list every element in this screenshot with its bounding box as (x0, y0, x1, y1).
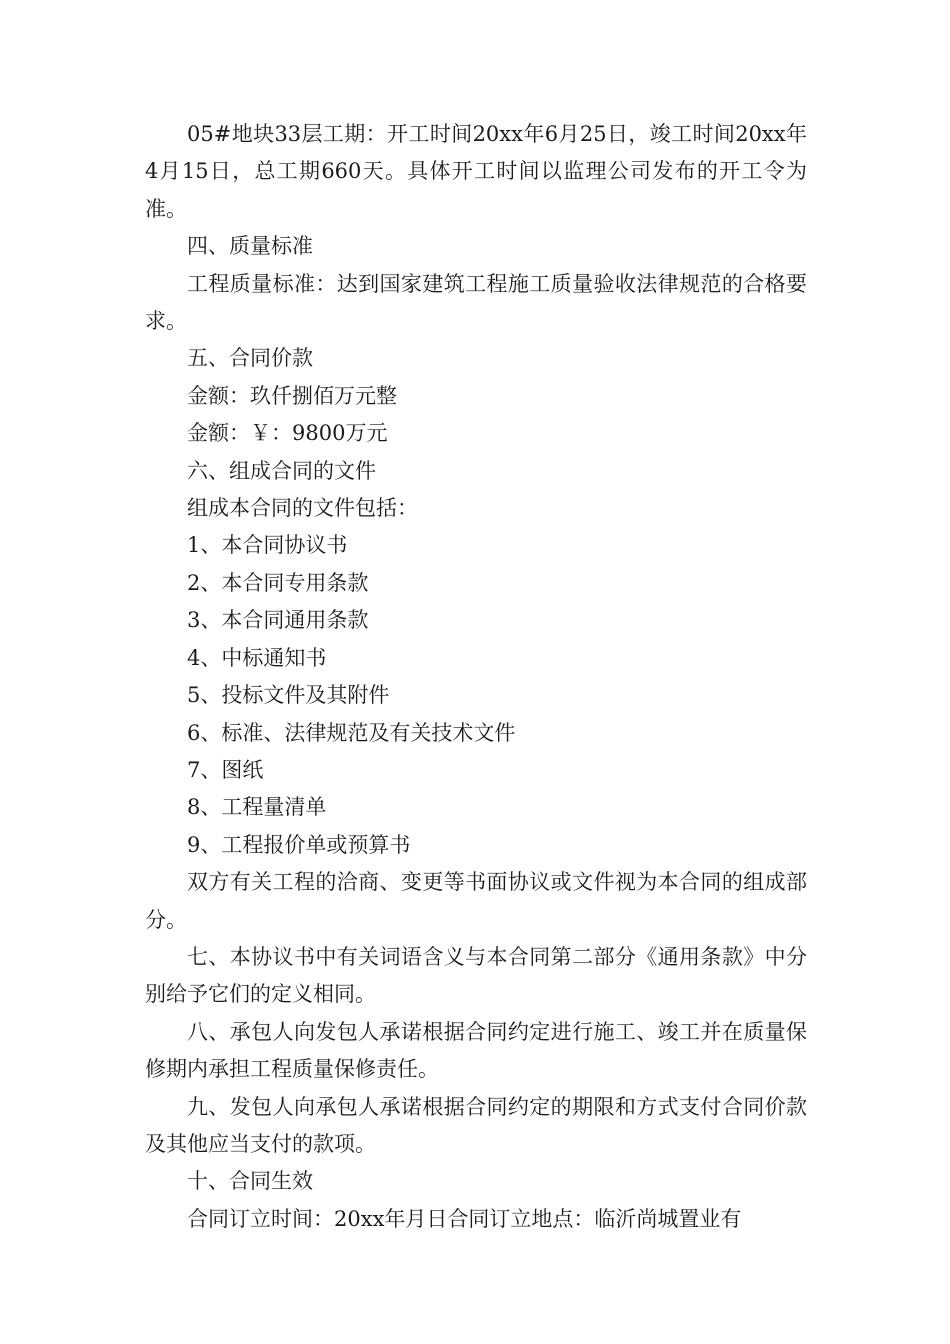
list-item: 5、投标文件及其附件 (187, 683, 390, 708)
heading-contract-price: 五、合同价款 (187, 346, 313, 371)
paragraph-schedule: 05#地块33层工期：开工时间20xx年6月25日，竣工时间20xx年4月15日，总工期660天。具体开工时间以监理公司发布的开工令为准。 (145, 122, 807, 221)
paragraph-documents-intro: 组成本合同的文件包括： (187, 496, 418, 521)
list-item: 6、标准、法律规范及有关技术文件 (187, 720, 516, 745)
paragraph-quality-standard: 工程质量标准：达到国家建筑工程施工质量验收法律规范的合格要求。 (145, 271, 807, 334)
paragraph-amendments: 双方有关工程的洽商、变更等书面协议或文件视为本合同的组成部分。 (145, 870, 807, 932)
paragraph-amount-figures: 金额：￥：9800万元 (187, 421, 388, 446)
heading-quality-standard: 四、质量标准 (187, 234, 313, 259)
paragraph-clause-eight: 八、承包人向发包人承诺根据合同约定进行施工、竣工并在质量保修期内承担工程质量保修责任。 (145, 1019, 807, 1082)
paragraph-amount-words: 金额：玖仟捌佰万元整 (187, 383, 397, 408)
paragraph-signing-info: 合同订立时间：20xx年月日合同订立地点：临沂尚城置业有 (187, 1206, 742, 1231)
list-item: 3、本合同通用条款 (187, 608, 369, 633)
list-item: 8、工程量清单 (187, 795, 327, 820)
list-item: 9、工程报价单或预算书 (187, 832, 411, 857)
list-item: 7、图纸 (187, 757, 264, 782)
document-page (145, 116, 807, 1238)
heading-contract-documents: 六、组成合同的文件 (187, 458, 376, 483)
heading-contract-effect: 十、合同生效 (187, 1169, 313, 1194)
list-item: 1、本合同协议书 (187, 533, 348, 558)
paragraph-clause-nine: 九、发包人向承包人承诺根据合同约定的期限和方式支付合同价款及其他应当支付的款项。 (145, 1094, 807, 1156)
list-item: 2、本合同专用条款 (187, 570, 369, 595)
paragraph-clause-seven: 七、本协议书中有关词语含义与本合同第二部分《通用条款》中分别给予它们的定义相同。 (145, 944, 807, 1007)
list-item: 4、中标通知书 (187, 645, 327, 670)
